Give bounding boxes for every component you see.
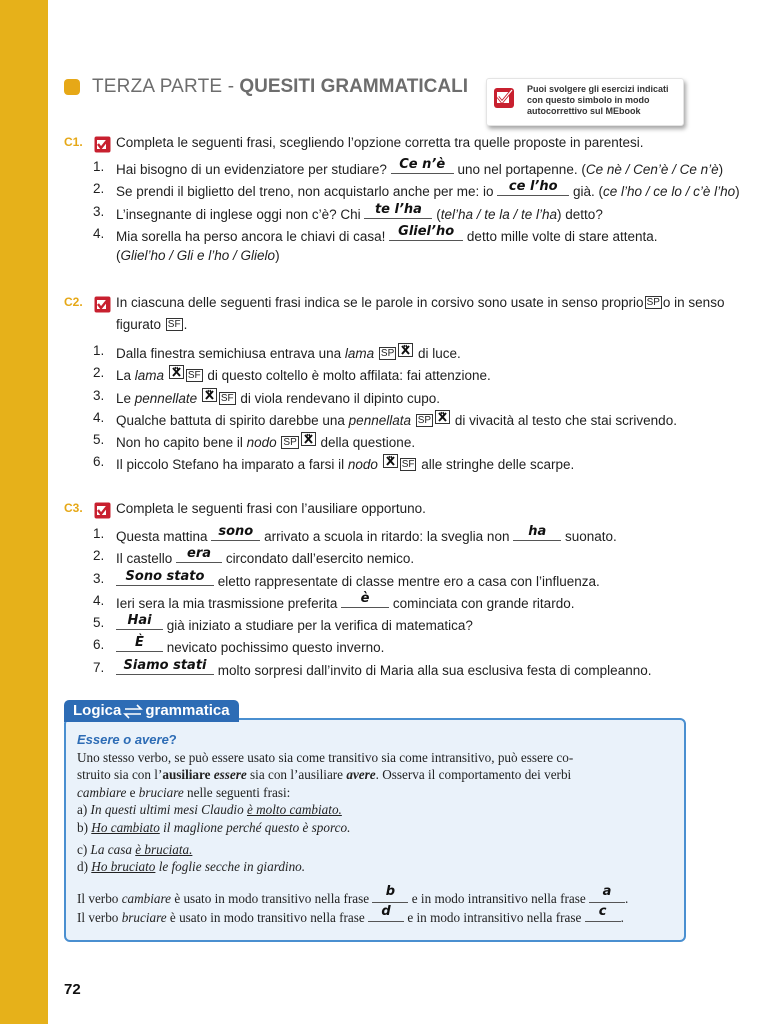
item-text-end: ) (275, 248, 280, 264)
item-number: 1. (93, 526, 105, 541)
question-line (77, 903, 673, 927)
checkbox-icon (493, 87, 515, 109)
item-text (116, 454, 574, 472)
text: e in modo intransitivo nella frase (411, 890, 586, 906)
item-text (116, 343, 461, 361)
handwritten-answer: Sono stato (125, 568, 205, 584)
text: . (620, 910, 624, 926)
item-word: pennellate (134, 390, 198, 406)
answer-blank[interactable] (513, 526, 561, 541)
exercise-instruction: Completa le seguenti frasi, scegliendo l’opzione corretta tra quelle proposte in parentesi. (116, 135, 644, 150)
item-text-pre: L’insegnante di inglese oggi non c’è? Chi (116, 206, 361, 222)
item-text-post: molto sorpresi dall’invito di Maria alla sua esclusiva festa di compleanno. (217, 662, 652, 678)
example-text: La casa (90, 841, 132, 857)
item-number: 3. (93, 387, 105, 403)
item-text (116, 526, 617, 544)
item-text-post: di luce. (414, 346, 461, 361)
item-text (116, 657, 652, 678)
example-label: a) (77, 802, 88, 818)
item-text-post: uno nel portapenne. ( (457, 162, 586, 177)
instruction-line (116, 292, 724, 314)
item-number: 3. (93, 570, 105, 586)
text-italic: bruciare (121, 910, 167, 926)
item-text-pre: Le (116, 390, 135, 406)
handwritten-answer: Ce n’è (399, 157, 446, 172)
example-label: d) (77, 859, 88, 875)
item-text-end: ) (718, 162, 724, 177)
header-bullet-icon (64, 79, 80, 95)
example-underlined: è bruciata. (135, 841, 193, 857)
note-line: Puoi svolgere gli esercizi indicati (527, 84, 669, 94)
handwritten-answer: Gliel’ho (398, 223, 455, 239)
sp-checkbox[interactable]: SP (283, 437, 297, 449)
item-text-post: ( (436, 206, 441, 222)
text: è usato in modo transitivo nella frase (169, 910, 365, 926)
item-text (116, 590, 575, 611)
item-word: nodo (347, 457, 378, 473)
item-word: pennellata (348, 412, 411, 428)
sp-checkbox-checked[interactable] (383, 454, 398, 468)
item-text-pre: Non ho capito bene il (116, 435, 247, 451)
exercise-code: C3. (64, 501, 83, 515)
answer-blank[interactable] (497, 181, 569, 196)
answer-blank[interactable] (176, 548, 222, 563)
tab-label-left: Logica (73, 702, 122, 719)
tab-label-right: grammatica (145, 702, 230, 719)
text-italic: cambiare (77, 784, 127, 800)
item-text-post: già iniziato a studiare per la verifica di matematica? (166, 618, 473, 634)
exercise-code: C2. (64, 295, 83, 309)
item-text (116, 548, 414, 566)
text-bold-italic: essere (213, 767, 247, 783)
page-sidebar-stripe (0, 0, 48, 1024)
example-underlined: Ho bruciato (91, 859, 156, 875)
item-text-post: di vivacità al testo che stai scrivendo. (451, 412, 677, 428)
example-c (77, 841, 673, 859)
handwritten-answer: ha (528, 524, 547, 539)
item-word: lama (344, 346, 375, 361)
answer-blank[interactable] (116, 568, 214, 586)
item-text-post: di questo coltello è molto affilata: fai attenzione. (203, 368, 491, 384)
item-options: Gliel’ho / Gli e l’ho / Glielo (120, 248, 276, 264)
instruction-text: o in senso (662, 295, 725, 310)
example-a (77, 801, 673, 819)
item-text-pre: Ieri sera la mia trasmissione preferita (116, 595, 338, 611)
item-text (116, 248, 280, 263)
text: struito sia con l’ (77, 767, 163, 783)
item-text-pre: Mia sorella ha perso ancora le chiavi di casa! (116, 228, 386, 244)
answer-blank[interactable] (211, 526, 260, 541)
answer-blank[interactable] (389, 223, 463, 241)
header-title: QUESITI GRAMMATICALI (239, 76, 468, 97)
example-underlined: è molto cambiato. (246, 802, 342, 818)
item-number: 5. (93, 432, 105, 448)
item-text (116, 388, 440, 406)
item-text-post: alle stringhe delle scarpe. (417, 457, 575, 473)
item-text-post: circondato dall’esercito nemico. (225, 551, 415, 567)
item-text-pre: Qualche battuta di spirito darebbe una (116, 412, 349, 428)
answer-blank[interactable] (368, 903, 404, 922)
example-underlined: Ho cambiato (91, 819, 160, 835)
sp-checkbox[interactable]: SP (417, 414, 432, 426)
example-text: le foglie secche in giardino. (158, 859, 306, 875)
example-label: c) (77, 841, 88, 857)
sf-checkbox-checked[interactable] (301, 432, 316, 446)
item-number: 6. (93, 637, 105, 653)
item-number: 2. (93, 365, 105, 381)
item-text (116, 432, 415, 450)
item-text (116, 181, 740, 199)
item-text-pre: Il castello (116, 551, 173, 567)
note-line: con questo simbolo in modo (527, 95, 650, 105)
handwritten-answer: ce l’ho (508, 179, 558, 195)
note-line: autocorrettivo sul MEbook (527, 106, 641, 116)
item-text (116, 201, 603, 222)
item-text (116, 365, 491, 383)
item-text (116, 568, 600, 589)
handwritten-answer: te l’ha (374, 201, 422, 217)
sp-legend-box: SP (646, 297, 660, 308)
item-number: 6. (93, 454, 105, 470)
checkbox-icon[interactable] (94, 296, 111, 313)
item-text-post: detto mille volte di stare attenta. (466, 228, 658, 244)
item-text-pre: Questa mattina (116, 529, 208, 544)
answer-blank[interactable] (391, 159, 454, 174)
logica-grammatica-tab (64, 700, 239, 722)
checkbox-icon[interactable] (94, 502, 111, 519)
item-number: 2. (93, 181, 105, 197)
exercise-c3-heading (64, 501, 426, 519)
item-text-pre: Hai bisogno di un evidenziatore per studiare? (116, 162, 387, 177)
item-number: 4. (93, 409, 105, 425)
item-text-post: della questione. (316, 435, 416, 451)
item-text-post: già. ( (573, 184, 604, 200)
item-options: ce l’ho / ce lo / c’è l’ho (603, 184, 736, 200)
sp-checkbox-checked[interactable] (169, 365, 184, 379)
example-text: il maglione perché questo è sporco. (163, 819, 351, 835)
text: Il verbo (77, 910, 119, 926)
item-text-post: suonato. (565, 529, 617, 544)
answer-blank[interactable] (116, 657, 214, 675)
sf-checkbox[interactable]: SF (187, 370, 201, 382)
item-text (116, 637, 384, 655)
item-options: tel’ha / te la / te l’ha (440, 206, 558, 222)
item-number: 5. (93, 615, 105, 631)
item-number: 2. (93, 548, 105, 564)
exercise-instruction: Completa le seguenti frasi con l’ausiliare opportuno. (116, 501, 426, 516)
answer-blank[interactable] (585, 903, 621, 922)
handwritten-answer: era (187, 546, 212, 562)
item-number: 3. (93, 203, 105, 219)
text: e (126, 784, 139, 800)
arrows-icon (122, 703, 144, 719)
header-title-part: TERZA PARTE - (92, 76, 235, 97)
example-text: In questi ultimi mesi Claudio (90, 802, 244, 818)
item-text (116, 159, 723, 177)
instruction-text: . (183, 317, 188, 332)
instruction-text: figurato (116, 317, 162, 332)
sf-checkbox[interactable]: SF (220, 392, 234, 404)
answer-blank[interactable] (116, 637, 163, 652)
item-number: 1. (93, 159, 105, 174)
handwritten-answer: è (360, 590, 370, 606)
answer-blank[interactable] (364, 201, 432, 219)
item-options: Ce nè / Cen’è / Ce n’è (585, 162, 719, 177)
exercise-code: C1. (64, 135, 83, 149)
item-text-pre: ( (116, 248, 121, 264)
mebook-note-text (527, 84, 669, 117)
text: nelle seguenti frasi: (183, 784, 291, 800)
exercise-c2-heading (64, 295, 724, 336)
exercise-c1-heading (64, 135, 644, 153)
text: è usato in modo transitivo nella frase (174, 890, 370, 906)
exercise-instruction (116, 292, 724, 336)
checkbox-icon[interactable] (94, 136, 111, 153)
text: Il verbo (77, 890, 119, 906)
text: sia con l’ausiliare (250, 767, 344, 783)
item-word: lama (134, 368, 165, 384)
answer-blank[interactable] (589, 884, 625, 903)
text-bold: ausiliare (162, 767, 211, 783)
section-header (64, 76, 468, 98)
handwritten-answer: b (385, 884, 396, 900)
sf-legend-box: SF (167, 319, 181, 330)
item-number: 4. (93, 225, 105, 241)
text: . Osserva il comportamento dei verbi (375, 767, 572, 783)
item-number: 1. (93, 343, 105, 358)
sf-checkbox-checked[interactable] (398, 343, 413, 357)
logica-subtitle-q: ? (168, 732, 177, 747)
handwritten-answer: c (598, 903, 607, 919)
text: e in modo intransitivo nella frase (407, 910, 582, 926)
sf-checkbox[interactable]: SF (401, 459, 415, 471)
instruction-text: In ciascuna delle seguenti frasi indica se le parole in corsivo sono usate in senso proprio (116, 295, 644, 310)
item-text-post: di viola rendevano il dipinto cupo. (236, 390, 441, 406)
handwritten-answer: sono (218, 524, 254, 539)
item-text-end: ) (735, 184, 740, 200)
answer-blank[interactable] (341, 590, 389, 608)
item-text-post: eletto rappresentate di classe mentre ero a casa con l’influenza. (217, 573, 600, 589)
item-text-post: nevicato pochissimo questo inverno. (166, 640, 385, 656)
text-italic: cambiare (121, 890, 172, 906)
text-bold-italic: avere (346, 767, 376, 783)
item-text-end: ) detto? (557, 206, 603, 222)
sf-checkbox-checked[interactable] (435, 410, 450, 424)
page-number: 72 (64, 981, 81, 998)
handwritten-answer: d (381, 903, 391, 919)
item-word: nodo (246, 435, 277, 451)
sp-checkbox-checked[interactable] (202, 388, 217, 402)
handwritten-answer: È (135, 635, 144, 651)
item-text (116, 615, 473, 633)
answer-blank[interactable] (372, 884, 408, 903)
paragraph-line (77, 766, 673, 784)
item-text-pre: Se prendi il biglietto del treno, non acquistarlo anche per me: io (116, 184, 494, 200)
logica-body (77, 731, 673, 927)
paragraph-line (77, 784, 673, 802)
logica-subtitle (77, 731, 673, 749)
example-label: b) (77, 819, 88, 835)
handwritten-answer: Siamo stati (123, 657, 207, 673)
logica-subtitle-text: Essere o avere (77, 732, 169, 747)
item-text-post: cominciata con grande ritardo. (392, 595, 575, 611)
item-number: 4. (93, 592, 105, 608)
item-text-pre: Dalla finestra semichiusa entrava una (116, 346, 345, 361)
item-text-pre: La (116, 368, 135, 384)
paragraph-line: Uno stesso verbo, se può essere usato sia come transitivo sia come intransitivo, può essere co- (77, 749, 574, 765)
answer-blank[interactable] (116, 615, 163, 630)
handwritten-answer: a (602, 884, 612, 900)
example-d (77, 858, 673, 876)
item-text-mid: arrivato a scuola in ritardo: la sveglia non (264, 529, 510, 544)
example-b (77, 819, 673, 837)
handwritten-answer: Hai (127, 613, 152, 629)
instruction-line (116, 314, 724, 336)
sp-checkbox[interactable]: SP (380, 348, 395, 359)
item-text (116, 223, 658, 244)
text-italic: bruciare (138, 784, 184, 800)
item-text-pre: Il piccolo Stefano ha imparato a farsi il (116, 457, 348, 473)
text: . (625, 890, 629, 906)
item-text (116, 410, 677, 428)
item-number: 7. (93, 659, 105, 675)
mebook-note (486, 78, 684, 126)
